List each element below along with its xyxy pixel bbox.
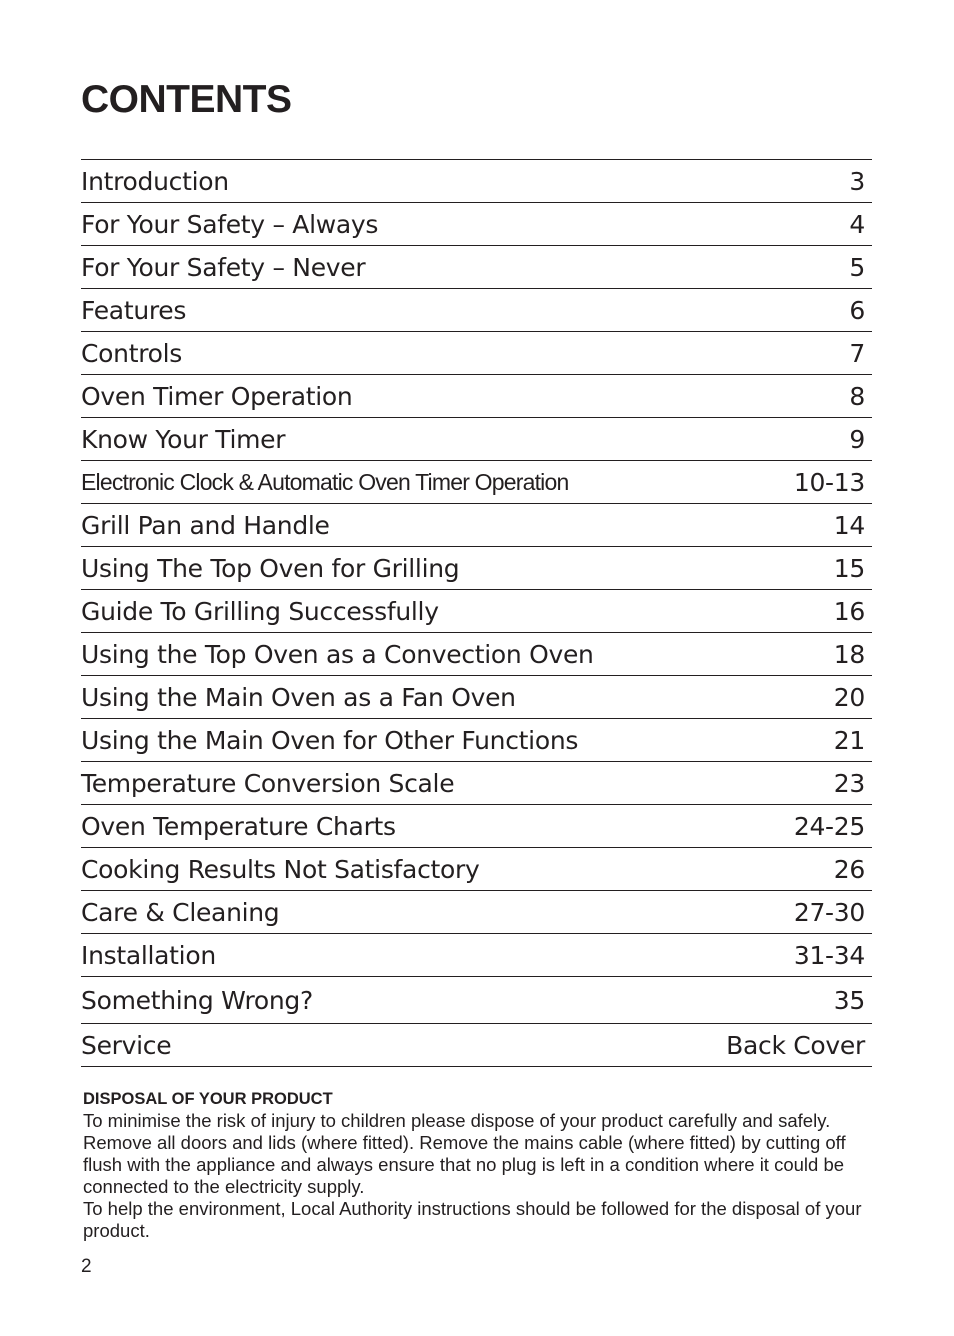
- toc-entry-label: For Your Safety – Never: [81, 252, 366, 282]
- toc-entry-page: 9: [849, 424, 865, 454]
- toc-row[interactable]: [81, 977, 872, 1024]
- disposal-paragraph: To help the environment, Local Authority instructions should be followed for the disposal of your product.: [83, 1198, 862, 1241]
- toc-entry-label: Controls: [81, 338, 182, 368]
- toc-row[interactable]: [81, 332, 872, 375]
- toc-entry-label: Using the Main Oven for Other Functions: [81, 725, 579, 755]
- toc-entry-page: 16: [833, 596, 865, 626]
- toc-row[interactable]: [81, 160, 872, 203]
- toc-entry-label: Something Wrong?: [81, 985, 313, 1015]
- toc-entry-page: 18: [833, 639, 865, 669]
- toc-entry-page: 14: [833, 510, 865, 540]
- toc-entry-label: Cooking Results Not Satisfactory: [81, 854, 480, 884]
- toc-row[interactable]: [81, 461, 872, 504]
- toc-entry-label: Service: [81, 1030, 172, 1060]
- toc-entry-page: 10-13: [793, 467, 865, 497]
- toc-entry-label: Electronic Clock & Automatic Oven Timer Operation: [81, 468, 569, 495]
- toc-entry-label: Oven Temperature Charts: [81, 811, 396, 841]
- disposal-notice: [83, 1088, 873, 1242]
- toc-entry-page: 15: [833, 553, 865, 583]
- toc-row[interactable]: [81, 590, 872, 633]
- toc-row[interactable]: [81, 934, 872, 977]
- toc-entry-label: For Your Safety – Always: [81, 209, 379, 239]
- toc-entry-page: 6: [849, 295, 865, 325]
- toc-entry-page: 24-25: [793, 811, 865, 841]
- toc-row[interactable]: [81, 289, 872, 332]
- toc-row[interactable]: [81, 504, 872, 547]
- toc-entry-page: 21: [833, 725, 865, 755]
- page-number: 2: [81, 1256, 92, 1277]
- toc-row[interactable]: [81, 762, 872, 805]
- toc-entry-page: 8: [849, 381, 865, 411]
- toc-entry-page: 3: [849, 166, 865, 196]
- toc-row[interactable]: [81, 676, 872, 719]
- toc-row[interactable]: [81, 848, 872, 891]
- toc-entry-label: Know Your Timer: [81, 424, 286, 454]
- toc-entry-page: Back Cover: [726, 1030, 865, 1060]
- toc-entry-label: Using the Main Oven as a Fan Oven: [81, 682, 516, 712]
- toc-entry-page: 23: [833, 768, 865, 798]
- toc-row[interactable]: [81, 1024, 872, 1067]
- toc-row[interactable]: [81, 547, 872, 590]
- toc-entry-label: Guide To Grilling Successfully: [81, 596, 439, 626]
- table-of-contents: [81, 159, 872, 1067]
- toc-entry-page: 26: [833, 854, 865, 884]
- toc-entry-label: Grill Pan and Handle: [81, 510, 330, 540]
- toc-entry-page: 7: [849, 338, 865, 368]
- toc-row[interactable]: [81, 719, 872, 762]
- toc-entry-page: 4: [849, 209, 865, 239]
- toc-row[interactable]: [81, 246, 872, 289]
- toc-row[interactable]: [81, 805, 872, 848]
- toc-entry-page: 35: [833, 985, 865, 1015]
- page-title: CONTENTS: [81, 78, 292, 121]
- toc-entry-label: Using The Top Oven for Grilling: [81, 553, 460, 583]
- toc-entry-page: 27-30: [793, 897, 865, 927]
- toc-row[interactable]: [81, 203, 872, 246]
- toc-entry-label: Features: [81, 295, 187, 325]
- toc-row[interactable]: [81, 418, 872, 461]
- toc-row[interactable]: [81, 375, 872, 418]
- toc-entry-page: 31-34: [793, 940, 865, 970]
- toc-entry-label: Temperature Conversion Scale: [81, 768, 455, 798]
- disposal-paragraph: To minimise the risk of injury to children please dispose of your product carefully and safely. Remove all doors and lids (where fitted). Remove the mains cable (where fitted) by cutting off flush with the appliance and always ensure that no plug is left in a condition where it could be connected to the electricity supply.: [83, 1110, 846, 1197]
- toc-entry-page: 20: [833, 682, 865, 712]
- toc-entry-label: Introduction: [81, 166, 229, 196]
- toc-entry-page: 5: [849, 252, 865, 282]
- toc-row[interactable]: [81, 633, 872, 676]
- toc-entry-label: Using the Top Oven as a Convection Oven: [81, 639, 594, 669]
- toc-entry-label: Care & Cleaning: [81, 897, 280, 927]
- disposal-heading: DISPOSAL OF YOUR PRODUCT: [83, 1090, 333, 1108]
- toc-entry-label: Installation: [81, 940, 216, 970]
- toc-entry-label: Oven Timer Operation: [81, 381, 353, 411]
- toc-row[interactable]: [81, 891, 872, 934]
